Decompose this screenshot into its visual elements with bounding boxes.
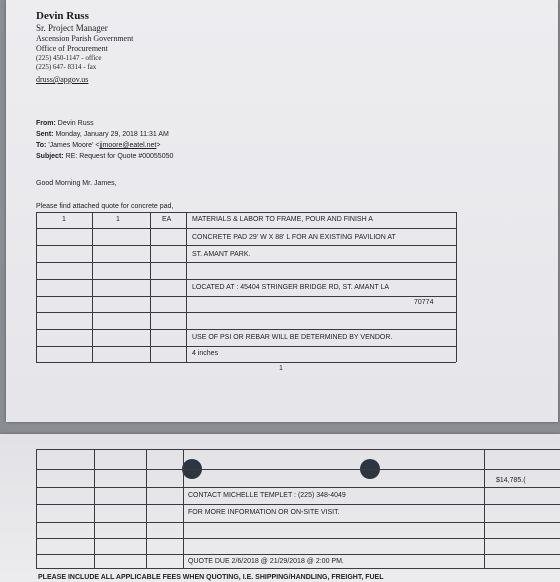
desc-line: 70774 <box>414 299 434 306</box>
table-line <box>484 449 485 568</box>
desc-line: CONCRETE PAD 29' W X 88' L FOR AN EXISTING PAVILION AT <box>192 234 396 241</box>
table-line <box>36 362 456 363</box>
table-line <box>36 262 456 263</box>
quote-page-2 <box>0 434 560 582</box>
table-line <box>36 504 560 505</box>
table-line <box>183 449 184 568</box>
table-line <box>36 212 37 362</box>
sent-line <box>36 130 169 139</box>
table-line <box>36 329 456 330</box>
table-line <box>36 212 456 213</box>
table-line <box>36 346 456 347</box>
desc-line: 4 inches <box>192 350 219 357</box>
sender-phone: (225) 450-1147 - office <box>36 54 102 62</box>
table-line <box>36 228 456 229</box>
table-line <box>150 212 151 362</box>
sender-org: Ascension Parish Government <box>36 34 134 43</box>
table-line <box>36 449 560 450</box>
item-unit: EA <box>162 216 172 223</box>
item-number: 1 <box>62 216 66 223</box>
to-label: To: <box>36 142 47 149</box>
sender-name: Devin Russ <box>36 10 89 22</box>
from-label: From: <box>36 120 56 127</box>
to-email-link[interactable]: jjmoore@eatel.net <box>99 142 157 149</box>
to-name: 'James Moore' < <box>48 142 100 149</box>
contact-line: CONTACT MICHELLE TEMPLET : (225) 348-4049 <box>188 492 346 499</box>
table-line <box>92 212 93 362</box>
quote-page-1 <box>6 0 558 422</box>
table-line <box>36 469 560 470</box>
table-line <box>36 296 456 297</box>
sender-email-link[interactable]: druss@apgov.us <box>36 75 89 84</box>
to-end: > <box>156 142 161 149</box>
table-line <box>36 279 456 280</box>
total-amount: $14,785.( <box>496 477 526 484</box>
desc-line: ST. AMANT PARK. <box>192 251 251 258</box>
subject-line <box>36 152 173 161</box>
item-quantity: 1 <box>116 216 120 223</box>
desc-line: USE OF PSI OR REBAR WILL BE DETERMINED BY VENDOR. <box>192 334 393 341</box>
subject-value: RE: Request for Quote #00055050 <box>65 153 174 160</box>
table-line <box>36 449 37 568</box>
desc-line: LOCATED AT : 45404 STRINGER BRIDGE RD, ST. AMANT LA <box>192 284 390 291</box>
sent-value: Monday, January 29, 2018 11:31 AM <box>55 131 169 138</box>
sender-title: Sr. Project Manager <box>36 23 108 33</box>
table-line <box>36 522 560 523</box>
desc-line: MATERIALS & LABOR TO FRAME, POUR AND FINISH A <box>192 216 373 223</box>
table-line <box>36 312 456 313</box>
from-value: Devin Russ <box>57 120 94 127</box>
table-line <box>36 538 560 539</box>
from-line <box>36 119 94 128</box>
table-line <box>36 245 456 246</box>
sender-dept: Office of Procurement <box>36 44 108 53</box>
table-line <box>94 449 95 568</box>
table-line <box>36 568 560 569</box>
quote-due-line: QUOTE DUE 2/6/2018 @ 21/29/2018 @ 2:00 PM. <box>188 558 344 565</box>
to-line <box>36 141 160 150</box>
info-line: FOR MORE INFORMATION OR ON-SITE VISIT. <box>188 509 340 516</box>
table-line <box>456 212 457 362</box>
subject-label: Subject: <box>36 153 64 160</box>
sent-label: Sent: <box>36 131 54 138</box>
table-line <box>146 449 147 568</box>
table-line <box>186 212 187 362</box>
page-number: 1 <box>279 365 283 372</box>
footer-note: PLEASE INCLUDE ALL APPLICABLE FEES WHEN QUOTING, I.E. SHIPPING/HANDLING, FREIGHT, FUEL <box>38 574 384 581</box>
table-line <box>36 554 560 555</box>
intro-text: Please find attached quote for concrete pad, <box>36 203 174 210</box>
table-line <box>36 487 560 488</box>
sender-fax: (225) 647- 8314 - fax <box>36 63 97 71</box>
greeting: Good Morning Mr. James, <box>36 180 117 187</box>
